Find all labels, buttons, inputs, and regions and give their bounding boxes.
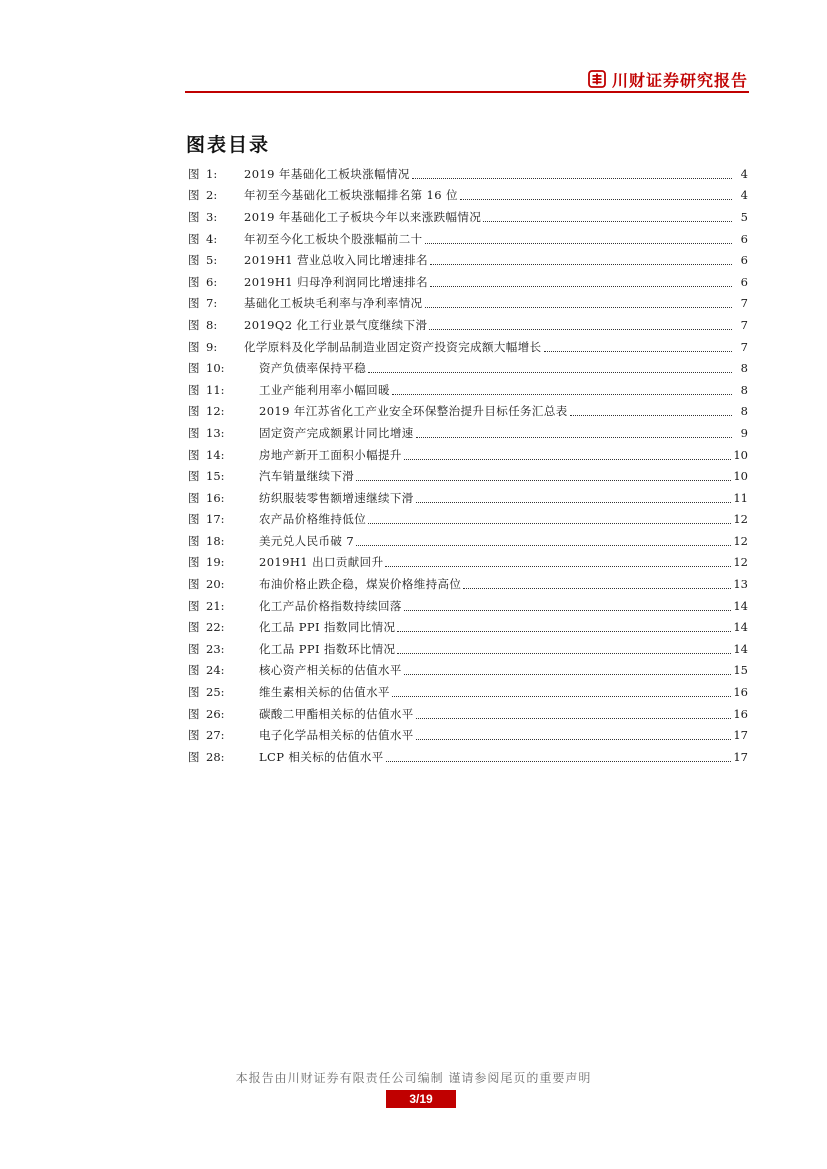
toc-entry-title-wrap (244, 511, 733, 527)
toc-leader-dots (463, 587, 731, 589)
toc-entry-prefix: 图 (188, 512, 200, 527)
toc-leader-dots (544, 350, 733, 352)
toc-entry[interactable] (188, 206, 748, 228)
toc-entry-number: 3: (206, 209, 218, 224)
toc-entry[interactable] (188, 357, 748, 379)
toc-entry-number: 5: (206, 253, 218, 268)
toc-entry-title-wrap (244, 339, 734, 355)
toc-entry-prefix: 图 (188, 404, 200, 419)
toc-entry-title-wrap (244, 166, 734, 182)
toc-entry-title-wrap (244, 727, 733, 743)
toc-entry-prefix: 图 (188, 706, 200, 721)
toc-entry-number: 9: (206, 339, 218, 354)
toc-leader-dots (392, 695, 731, 697)
toc-entry-title-wrap (244, 360, 734, 376)
toc-leader-dots (429, 328, 732, 330)
toc-entry[interactable] (188, 465, 748, 487)
toc-entry[interactable] (188, 487, 748, 509)
header-rule (185, 91, 749, 93)
toc-entry-prefix: 图 (188, 274, 200, 289)
toc-entry-number: 16: (206, 490, 225, 505)
toc-entry-title: 碳酸二甲酯相关标的估值水平 (259, 706, 414, 721)
toc-entry-title: 维生素相关标的估值水平 (259, 685, 390, 700)
toc-entry-prefix: 图 (188, 469, 200, 484)
toc-entry-title-wrap (244, 533, 733, 549)
toc-entry[interactable] (188, 228, 748, 250)
toc-entry-number: 21: (206, 598, 225, 613)
toc-entry[interactable] (188, 724, 748, 746)
toc-entry-page: 7 (740, 339, 748, 354)
toc-entry-page: 4 (740, 188, 748, 203)
toc-entry-title: 2019Q2 化工行业景气度继续下滑 (244, 317, 428, 332)
toc-entry-prefix: 图 (188, 231, 200, 246)
toc-entry-title: 2019H1 出口贡献回升 (259, 555, 384, 570)
toc-entry-page: 17 (733, 749, 748, 764)
toc-entry-page: 14 (733, 598, 748, 613)
header-brand (588, 68, 748, 90)
toc-entry-number: 26: (206, 706, 225, 721)
toc-entry-number: 12: (206, 404, 225, 419)
toc-entry-page: 4 (740, 166, 748, 181)
toc-entry-page: 11 (733, 490, 748, 505)
toc-entry-title: 化工品 PPI 指数环比情况 (259, 641, 396, 656)
toc-entry-prefix: 图 (188, 317, 200, 332)
toc-entry-title-wrap (244, 274, 734, 290)
toc-entry-title-wrap (244, 662, 733, 678)
toc-entry-page: 12 (733, 555, 748, 570)
toc-leader-dots (570, 414, 732, 416)
toc-entry[interactable] (188, 746, 748, 768)
toc-entry-title: 基础化工板块毛利率与净利率情况 (244, 296, 423, 311)
toc-entry-title-wrap (244, 576, 733, 592)
toc-entry-number: 23: (206, 641, 225, 656)
toc-entry-prefix: 图 (188, 533, 200, 548)
toc-entry[interactable] (188, 530, 748, 552)
toc-entry-title-wrap (244, 425, 734, 441)
toc-entry[interactable] (188, 509, 748, 531)
toc-entry-title: 化工产品价格指数持续回落 (259, 598, 402, 613)
toc-entry-number: 11: (206, 382, 225, 397)
toc-entry-title: 2019 年基础化工子板块今年以来涨跌幅情况 (244, 209, 482, 224)
toc-entry-page: 16 (733, 706, 748, 721)
toc-entry-prefix: 图 (188, 209, 200, 224)
toc-leader-dots (416, 436, 732, 438)
toc-entry-page: 17 (733, 728, 748, 743)
toc-leader-dots (416, 717, 732, 719)
chuancai-logo-icon (588, 70, 606, 88)
toc-leader-dots (385, 565, 731, 567)
toc-entry[interactable] (188, 444, 748, 466)
toc-entry[interactable] (188, 379, 748, 401)
toc-entry-prefix: 图 (188, 447, 200, 462)
toc-entry-number: 27: (206, 728, 225, 743)
toc-entry-title-wrap (244, 231, 734, 247)
toc-entry-title-wrap (244, 641, 733, 657)
toc-leader-dots (404, 609, 732, 611)
toc-leader-dots (416, 501, 732, 503)
toc-entry-prefix: 图 (188, 598, 200, 613)
toc-entry-prefix: 图 (188, 620, 200, 635)
toc-entry-page: 7 (740, 296, 748, 311)
toc-entry-title: 2019H1 营业总收入同比增速排名 (244, 253, 428, 268)
toc-entry[interactable] (188, 573, 748, 595)
toc-entry-number: 17: (206, 512, 225, 527)
toc-entry[interactable] (188, 401, 748, 423)
toc-entry[interactable] (188, 638, 748, 660)
toc-entry-title: 年初至今基础化工板块涨幅排名第 16 位 (244, 188, 458, 203)
toc-entry-page: 14 (733, 641, 748, 656)
toc-entry-page: 15 (733, 663, 748, 678)
toc-entry-title-wrap (244, 468, 733, 484)
toc-entry-title-wrap (244, 490, 733, 506)
toc-entry-title: 年初至今化工板块个股涨幅前二十 (244, 231, 423, 246)
toc-entry-prefix: 图 (188, 577, 200, 592)
toc-leader-dots (356, 544, 731, 546)
toc-entry-title-wrap (244, 598, 733, 614)
toc-entry[interactable] (188, 163, 748, 185)
toc-entry-prefix: 图 (188, 490, 200, 505)
toc-leader-dots (460, 198, 732, 200)
toc-entry-title: 布油价格止跌企稳，煤炭价格维持高位 (259, 577, 462, 592)
toc-leader-dots (430, 263, 732, 265)
toc-entry-prefix: 图 (188, 749, 200, 764)
toc-entry[interactable] (188, 552, 748, 574)
toc-entry-page: 9 (740, 425, 748, 440)
toc-entry-title-wrap (244, 295, 734, 311)
page-number-badge: 3/19 (386, 1090, 456, 1108)
toc-entry-number: 18: (206, 533, 225, 548)
toc-entry-prefix: 图 (188, 296, 200, 311)
toc-entry-number: 10: (206, 361, 225, 376)
toc-entry[interactable] (188, 422, 748, 444)
toc-entry-title: 核心资产相关标的估值水平 (259, 663, 402, 678)
toc-entry-number: 22: (206, 620, 225, 635)
toc-entry-prefix: 图 (188, 166, 200, 181)
toc-entry[interactable] (188, 616, 748, 638)
toc-entry-title: 汽车销量继续下滑 (259, 469, 355, 484)
toc-entry-title: 农产品价格维持低位 (259, 512, 367, 527)
toc-entry-title: 2019 年基础化工板块涨幅情况 (244, 166, 410, 181)
toc-entry-page: 6 (740, 274, 748, 289)
footer-disclaimer: 本报告由川财证券有限责任公司编制 谨请参阅尾页的重要声明 (235, 1071, 592, 1085)
toc-entry-page: 5 (740, 209, 748, 224)
toc-entry-page: 13 (733, 577, 748, 592)
toc-entry-page: 8 (740, 382, 748, 397)
toc-leader-dots (430, 285, 732, 287)
toc-entry-page: 12 (733, 512, 748, 527)
toc-entry-title: 资产负债率保持平稳 (259, 361, 367, 376)
toc-entry-title: 固定资产完成额累计同比增速 (259, 425, 414, 440)
toc-entry-page: 10 (733, 447, 748, 462)
toc-entry[interactable] (188, 660, 748, 682)
toc-leader-dots (397, 630, 731, 632)
toc-entry-prefix: 图 (188, 685, 200, 700)
toc-entry[interactable] (188, 185, 748, 207)
toc-entry-title: 工业产能利用率小幅回暖 (259, 382, 390, 397)
toc-entry-prefix: 图 (188, 188, 200, 203)
toc-leader-dots (425, 306, 733, 308)
toc-entry-title: 2019H1 归母净利润同比增速排名 (244, 274, 428, 289)
toc-entry-title-wrap (244, 447, 733, 463)
toc-entry-number: 20: (206, 577, 225, 592)
toc-leader-dots (416, 738, 732, 740)
toc-entry-number: 8: (206, 317, 218, 332)
toc-entry[interactable] (188, 681, 748, 703)
toc-entry-prefix: 图 (188, 728, 200, 743)
toc-entry-title-wrap (244, 706, 733, 722)
toc-entry-prefix: 图 (188, 425, 200, 440)
toc-entry-number: 15: (206, 469, 225, 484)
toc-entry-title-wrap (244, 684, 733, 700)
toc-entry-title-wrap (244, 252, 734, 268)
toc-leader-dots (368, 522, 731, 524)
toc-leader-dots (404, 458, 732, 460)
toc-entry[interactable] (188, 336, 748, 358)
toc-leader-dots (483, 220, 732, 222)
toc-entry-title-wrap (244, 554, 733, 570)
toc-entry-page: 8 (740, 404, 748, 419)
toc-entry-title-wrap (244, 209, 734, 225)
toc-leader-dots (404, 673, 732, 675)
toc-leader-dots (397, 652, 731, 654)
toc-entry-title: 化学原料及化学制品制造业固定资产投资完成额大幅增长 (244, 339, 542, 354)
toc-leader-dots (368, 371, 732, 373)
toc-entry-prefix: 图 (188, 253, 200, 268)
toc-entry-prefix: 图 (188, 641, 200, 656)
toc-entry-title-wrap (244, 749, 733, 765)
toc-entry-page: 14 (733, 620, 748, 635)
toc-entry-page: 10 (733, 469, 748, 484)
toc-entry-title: 2019 年江苏省化工产业安全环保整治提升目标任务汇总表 (259, 404, 568, 419)
toc-entry-number: 2: (206, 188, 218, 203)
toc-entry-page: 6 (740, 231, 748, 246)
toc-entry-number: 19: (206, 555, 225, 570)
toc-entry-title-wrap (244, 403, 734, 419)
toc-entry-prefix: 图 (188, 339, 200, 354)
toc-entry-title: 房地产新开工面积小幅提升 (259, 447, 402, 462)
toc-entry-title-wrap (244, 187, 734, 203)
toc-entry[interactable] (188, 314, 748, 336)
toc-entry-title: 电子化学品相关标的估值水平 (259, 728, 414, 743)
toc-entry-number: 1: (206, 166, 218, 181)
toc-list (188, 163, 748, 768)
brand-name: 川财证券研究报告 (611, 70, 748, 90)
toc-entry-prefix: 图 (188, 361, 200, 376)
toc-entry-page: 8 (740, 361, 748, 376)
toc-entry-number: 28: (206, 749, 225, 764)
toc-entry-number: 6: (206, 274, 218, 289)
toc-entry-number: 25: (206, 685, 225, 700)
toc-entry-title: 纺织服装零售额增速继续下滑 (259, 490, 414, 505)
toc-entry-number: 14: (206, 447, 225, 462)
toc-entry-number: 7: (206, 296, 218, 311)
toc-entry[interactable] (188, 249, 748, 271)
toc-entry[interactable] (188, 293, 748, 315)
toc-entry-title: 美元兑人民币破 7 (259, 533, 355, 548)
toc-leader-dots (356, 479, 731, 481)
toc-entry-title-wrap (244, 382, 734, 398)
toc-entry[interactable] (188, 595, 748, 617)
toc-entry-prefix: 图 (188, 382, 200, 397)
toc-entry-prefix: 图 (188, 663, 200, 678)
toc-entry-title: 化工品 PPI 指数同比情况 (259, 620, 396, 635)
toc-entry-title: LCP 相关标的估值水平 (259, 749, 384, 764)
toc-leader-dots (412, 177, 732, 179)
toc-leader-dots (392, 393, 732, 395)
toc-entry-number: 4: (206, 231, 218, 246)
toc-entry-page: 6 (740, 253, 748, 268)
toc-title: 图表目录 (186, 134, 271, 156)
toc-entry[interactable] (188, 271, 748, 293)
toc-leader-dots (425, 242, 733, 244)
toc-entry-number: 13: (206, 425, 225, 440)
toc-entry-page: 7 (740, 317, 748, 332)
toc-entry-prefix: 图 (188, 555, 200, 570)
toc-leader-dots (386, 760, 732, 762)
toc-entry-number: 24: (206, 663, 225, 678)
toc-entry-title-wrap (244, 619, 733, 635)
toc-entry[interactable] (188, 703, 748, 725)
toc-entry-page: 12 (733, 533, 748, 548)
toc-entry-title-wrap (244, 317, 734, 333)
toc-entry-page: 16 (733, 685, 748, 700)
